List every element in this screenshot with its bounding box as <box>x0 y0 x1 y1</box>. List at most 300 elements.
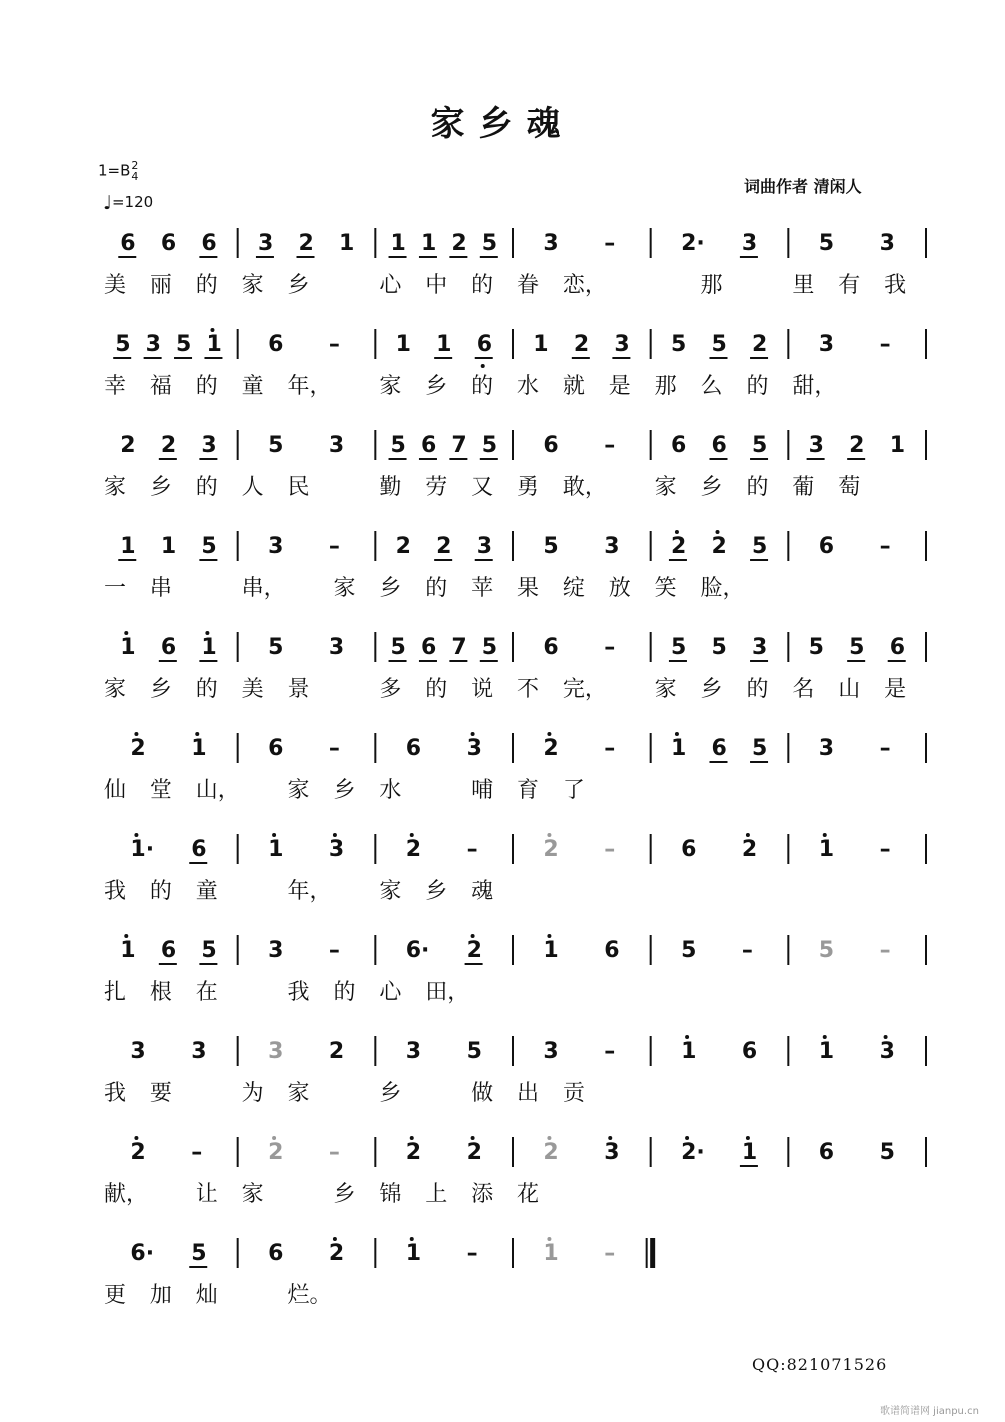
lyric: 不 <box>517 677 540 702</box>
note: 6 <box>420 433 437 458</box>
note: 6 <box>420 635 437 660</box>
lyric: 的 <box>471 374 494 399</box>
lyric: 的 <box>195 677 218 702</box>
note: 5 <box>481 635 498 660</box>
note: 2 <box>405 837 422 862</box>
note: 3 <box>466 736 482 761</box>
lyric: 里 <box>792 273 815 298</box>
octave-dot <box>481 364 485 368</box>
note: 1 <box>120 635 136 660</box>
octave-dot <box>205 631 209 635</box>
time-sig-top: 2 <box>131 159 139 172</box>
octave-dot <box>134 732 138 736</box>
note: 2 <box>466 1140 482 1165</box>
note: 5 <box>752 433 768 458</box>
note: 3 <box>257 231 274 256</box>
lyric: 的 <box>195 374 218 399</box>
note: 3 <box>614 332 630 357</box>
lyric: 家 <box>241 273 264 298</box>
lyric: 敢， <box>562 475 607 500</box>
note: 6 <box>741 1039 758 1064</box>
lyric: 乡 <box>379 1081 402 1106</box>
note: 1 <box>120 534 136 559</box>
note: 3 <box>191 1039 207 1064</box>
lyric: 魂 <box>471 879 494 904</box>
note: 5 <box>543 534 559 559</box>
lyric: 的 <box>195 273 218 298</box>
note: 2 <box>405 1140 422 1165</box>
lyric: 的 <box>425 576 448 601</box>
note: 2· <box>681 1140 705 1165</box>
lyric: 的 <box>195 475 218 500</box>
note: 6 <box>160 938 177 963</box>
note: 5 <box>670 635 687 660</box>
lyric: 家 <box>104 475 127 500</box>
octave-dot <box>608 1136 612 1140</box>
lyric: 家 <box>379 374 402 399</box>
note: – <box>328 736 340 761</box>
note: 5 <box>849 635 865 660</box>
note: – <box>604 635 616 660</box>
tempo-value: =120 <box>111 193 154 211</box>
note: 5 <box>268 635 284 660</box>
note: 5 <box>390 433 406 458</box>
lyric: 劳 <box>425 475 448 500</box>
octave-dot <box>124 631 128 635</box>
lyric: 堂 <box>149 778 172 803</box>
lyric: 哺 <box>471 778 494 803</box>
note: 3 <box>808 433 824 458</box>
note: 2 <box>130 1140 146 1165</box>
lyric: 勇 <box>517 475 540 500</box>
note: 2 <box>849 433 865 458</box>
note: 1 <box>436 332 452 357</box>
lyric: 我 <box>104 1081 127 1106</box>
lyric: 献， <box>104 1182 149 1207</box>
lyric: 我 <box>884 273 907 298</box>
octave-dot <box>685 1035 689 1039</box>
note: 3 <box>752 635 768 660</box>
note: 3 <box>543 231 559 256</box>
note: 2 <box>466 938 482 963</box>
octave-dot <box>272 833 276 837</box>
lyric: 我 <box>287 980 310 1005</box>
note: 3 <box>476 534 493 559</box>
lyric: 乡 <box>149 475 172 500</box>
note: 6 <box>268 1241 284 1266</box>
note: 6 <box>681 837 697 862</box>
lyric: 乡 <box>287 273 310 298</box>
lyric: 在 <box>195 980 218 1005</box>
note: 2 <box>741 837 758 862</box>
note: 2 <box>543 837 559 862</box>
lyric: 多 <box>379 677 402 702</box>
note: 1 <box>741 1140 758 1165</box>
octave-dot <box>410 833 414 837</box>
lyric: 乡 <box>379 576 402 601</box>
note: 5 <box>670 332 687 357</box>
note: 5 <box>390 635 406 660</box>
note: – <box>879 938 891 963</box>
note: 3 <box>145 332 161 357</box>
note: 3 <box>879 231 895 256</box>
octave-dot <box>675 732 679 736</box>
note: 1 <box>889 433 906 458</box>
note: 2· <box>681 231 705 256</box>
octave-dot <box>823 1035 827 1039</box>
note: – <box>879 837 891 862</box>
lyric: 是 <box>608 374 631 399</box>
octave-dot <box>471 732 475 736</box>
octave-dot <box>716 530 720 534</box>
note: 5 <box>268 433 284 458</box>
note: – <box>604 1241 616 1266</box>
lyric: 脸， <box>700 576 745 601</box>
note: 6 <box>711 736 727 761</box>
octave-dot <box>547 833 551 837</box>
note: 3 <box>543 1039 559 1064</box>
note: 6 <box>670 433 687 458</box>
note: 1 <box>543 1241 559 1266</box>
lyric: 家 <box>654 677 677 702</box>
octave-dot <box>134 833 138 837</box>
note: 1 <box>339 231 355 256</box>
note: 6 <box>543 635 559 660</box>
octave-dot <box>675 530 679 534</box>
note: 2 <box>670 534 687 559</box>
note: – <box>604 433 616 458</box>
octave-dot <box>410 1136 414 1140</box>
lyric: 福 <box>149 374 172 399</box>
lyric: 贡 <box>562 1081 585 1106</box>
lyric: 是 <box>884 677 907 702</box>
octave-dot <box>884 1035 888 1039</box>
note: 5 <box>176 332 192 357</box>
lyric: 添 <box>471 1182 494 1207</box>
note: 6 <box>201 231 217 256</box>
lyric: 的 <box>471 273 494 298</box>
note: 2 <box>573 332 590 357</box>
note: 5 <box>711 635 727 660</box>
octave-dot <box>134 1136 138 1140</box>
note: 1 <box>818 837 835 862</box>
note: 1 <box>670 736 687 761</box>
lyric: 乡 <box>333 1182 356 1207</box>
watermark: 歌谱简谱网 jianpu.cn <box>880 1406 979 1417</box>
lyric: 就 <box>562 374 585 399</box>
lyric: 那 <box>700 273 723 298</box>
note: 6 <box>476 332 493 357</box>
note: 5 <box>466 1039 482 1064</box>
lyric: 苹 <box>471 576 494 601</box>
lyric: 做 <box>471 1081 494 1106</box>
lyric: 幸 <box>104 374 127 399</box>
lyric: 名 <box>792 677 815 702</box>
lyric: 完， <box>562 677 607 702</box>
note: – <box>604 1039 616 1064</box>
lyric: 水 <box>379 778 402 803</box>
lyric: 的 <box>425 677 448 702</box>
lyric: 有 <box>838 273 861 298</box>
note: 5 <box>201 938 217 963</box>
octave-dot <box>471 1136 475 1140</box>
lyric: 乡 <box>425 879 448 904</box>
note: 1 <box>268 837 284 862</box>
note: 1 <box>390 231 406 256</box>
lyric: 心 <box>379 980 402 1005</box>
lyric: 灿 <box>195 1283 218 1308</box>
key-label: 1=B <box>98 161 131 180</box>
note: 1 <box>191 736 207 761</box>
lyric: 勤 <box>379 475 402 500</box>
note: 6· <box>130 1241 155 1266</box>
note: 5 <box>481 433 498 458</box>
note: 5 <box>201 534 217 559</box>
note: 1 <box>818 1039 835 1064</box>
lyric: 的 <box>149 879 172 904</box>
note: 3 <box>268 938 284 963</box>
note: 6· <box>405 938 430 963</box>
lyric: 家 <box>104 677 127 702</box>
note: 3 <box>328 635 345 660</box>
lyric: 家 <box>379 879 402 904</box>
lyric: 家 <box>654 475 677 500</box>
note: 2 <box>130 736 146 761</box>
note: 3 <box>405 1039 422 1064</box>
lyric: 民 <box>287 475 310 500</box>
lyric: 的 <box>746 475 769 500</box>
lyric: 家 <box>287 1081 310 1106</box>
lyric: 心 <box>379 273 402 298</box>
lyric: 恋， <box>562 273 607 298</box>
octave-dot <box>547 934 551 938</box>
note: 1· <box>130 837 155 862</box>
lyric: 放 <box>608 576 631 601</box>
lyric: 我 <box>104 879 127 904</box>
lyric: 的 <box>333 980 356 1005</box>
note: 6 <box>889 635 906 660</box>
octave-dot <box>547 1136 551 1140</box>
octave-dot <box>685 1136 689 1140</box>
note: – <box>741 938 753 963</box>
octave-dot <box>333 1237 337 1241</box>
note: 2 <box>752 332 768 357</box>
lyric: 为 <box>241 1081 264 1106</box>
quarter-note-icon: ♩ <box>103 192 112 214</box>
note: – <box>879 332 891 357</box>
note: 1 <box>160 534 177 559</box>
note: 6 <box>711 433 727 458</box>
note: 5 <box>681 938 697 963</box>
time-sig-bottom: 4 <box>131 170 139 183</box>
note: 2 <box>543 1140 559 1165</box>
lyric: 乡 <box>425 374 448 399</box>
lyric: 又 <box>471 475 494 500</box>
note: 5 <box>752 736 768 761</box>
note: 1 <box>206 332 222 357</box>
octave-dot <box>195 732 199 736</box>
lyric: 花 <box>517 1182 540 1207</box>
lyric: 让 <box>195 1182 218 1207</box>
lyric: 锦 <box>379 1182 402 1207</box>
lyric: 童 <box>241 374 264 399</box>
note: 5 <box>818 231 835 256</box>
note: 6 <box>160 635 177 660</box>
note: 3 <box>604 534 620 559</box>
lyric: 年， <box>287 879 332 904</box>
note: 6 <box>604 938 620 963</box>
lyric: 更 <box>104 1283 127 1308</box>
note: – <box>191 1140 203 1165</box>
note: 5 <box>191 1241 207 1266</box>
lyric: 串， <box>241 576 286 601</box>
author-credit: 词曲作者 清闲人 <box>744 177 862 196</box>
octave-dot <box>823 833 827 837</box>
note: 1 <box>395 332 411 357</box>
lyric: 年， <box>287 374 332 399</box>
lyric: 绽 <box>562 576 585 601</box>
lyric: 家 <box>333 576 356 601</box>
lyric: 丽 <box>149 273 172 298</box>
lyric: 要 <box>149 1081 172 1106</box>
note: 2 <box>451 231 467 256</box>
note: 7 <box>451 635 467 660</box>
lyric: 童 <box>195 879 218 904</box>
note: 3 <box>201 433 217 458</box>
lyric: 山， <box>195 778 240 803</box>
page-title: 家乡魂 <box>430 104 575 144</box>
qq-contact: QQ:821071526 <box>752 1355 888 1374</box>
note: – <box>328 534 340 559</box>
lyric: 么 <box>700 374 723 399</box>
note: – <box>328 1140 340 1165</box>
note: 6 <box>405 736 422 761</box>
note: 1 <box>543 938 559 963</box>
note: 6 <box>120 231 136 256</box>
note: 3 <box>268 534 284 559</box>
lyric: 美 <box>104 273 127 298</box>
note: 3 <box>818 332 835 357</box>
lyric: 果 <box>517 576 540 601</box>
note: 5 <box>115 332 131 357</box>
lyric: 的 <box>746 374 769 399</box>
note: 5 <box>818 938 835 963</box>
note: 1 <box>201 635 217 660</box>
lyric: 串 <box>149 576 172 601</box>
octave-dot <box>333 833 337 837</box>
note: – <box>879 534 891 559</box>
octave-dot <box>124 934 128 938</box>
note: 2 <box>268 1140 284 1165</box>
note: – <box>879 736 891 761</box>
lyric: 了 <box>562 778 585 803</box>
lyric: 根 <box>149 980 172 1005</box>
note: 3 <box>328 433 345 458</box>
lyric: 乡 <box>700 677 723 702</box>
note: 2 <box>160 433 177 458</box>
lyric: 家 <box>287 778 310 803</box>
note: 2 <box>328 1241 345 1266</box>
note: 3 <box>741 231 758 256</box>
note: 3 <box>268 1039 284 1064</box>
lyric: 烂。 <box>287 1283 332 1308</box>
note: 5 <box>808 635 824 660</box>
octave-dot <box>210 328 214 332</box>
note: 5 <box>879 1140 895 1165</box>
lyric: 水 <box>517 374 540 399</box>
note: 6 <box>268 332 284 357</box>
octave-dot <box>471 934 475 938</box>
note: 5 <box>711 332 727 357</box>
lyric: 仙 <box>104 778 127 803</box>
octave-dot <box>547 732 551 736</box>
note: 6 <box>191 837 207 862</box>
octave-dot <box>410 1237 414 1241</box>
lyric: 的 <box>746 677 769 702</box>
note: 6 <box>160 231 177 256</box>
lyric: 那 <box>654 374 677 399</box>
lyric: 山 <box>838 677 861 702</box>
note: – <box>604 231 616 256</box>
note: 2 <box>298 231 314 256</box>
note: 3 <box>879 1039 895 1064</box>
octave-dot <box>547 1237 551 1241</box>
lyric: 葡 <box>792 475 815 500</box>
note: 3 <box>818 736 835 761</box>
lyric: 出 <box>517 1081 540 1106</box>
lyric: 笑 <box>654 576 677 601</box>
lyric: 美 <box>241 677 264 702</box>
lyric: 扎 <box>104 980 127 1005</box>
lyric: 乡 <box>700 475 723 500</box>
lyric: 乡 <box>333 778 356 803</box>
note: 5 <box>481 231 498 256</box>
note: 2 <box>436 534 452 559</box>
note: 1 <box>533 332 549 357</box>
note: 3 <box>604 1140 620 1165</box>
note: – <box>604 736 616 761</box>
lyric: 一 <box>104 576 127 601</box>
lyric: 家 <box>241 1182 264 1207</box>
note: 5 <box>752 534 768 559</box>
note: 1 <box>420 231 437 256</box>
octave-dot <box>272 1136 276 1140</box>
lyric: 人 <box>241 475 264 500</box>
lyric: 景 <box>287 677 310 702</box>
note: 6 <box>268 736 284 761</box>
lyric: 上 <box>425 1182 448 1207</box>
note: 1 <box>405 1241 422 1266</box>
lyric: 说 <box>471 677 494 702</box>
note: 3 <box>130 1039 146 1064</box>
lyric: 中 <box>425 273 448 298</box>
lyric: 萄 <box>838 475 861 500</box>
note: – <box>604 837 616 862</box>
note: 1 <box>681 1039 697 1064</box>
lyric: 乡 <box>149 677 172 702</box>
note: 2 <box>328 1039 345 1064</box>
note: – <box>466 1241 478 1266</box>
note: – <box>328 332 340 357</box>
octave-dot <box>746 833 750 837</box>
note: 6 <box>818 1140 835 1165</box>
note: 6 <box>818 534 835 559</box>
lyric: 育 <box>517 778 540 803</box>
lyric: 田， <box>425 980 470 1005</box>
lyric: 眷 <box>517 273 540 298</box>
note: 1 <box>120 938 136 963</box>
lyric: 加 <box>149 1283 172 1308</box>
